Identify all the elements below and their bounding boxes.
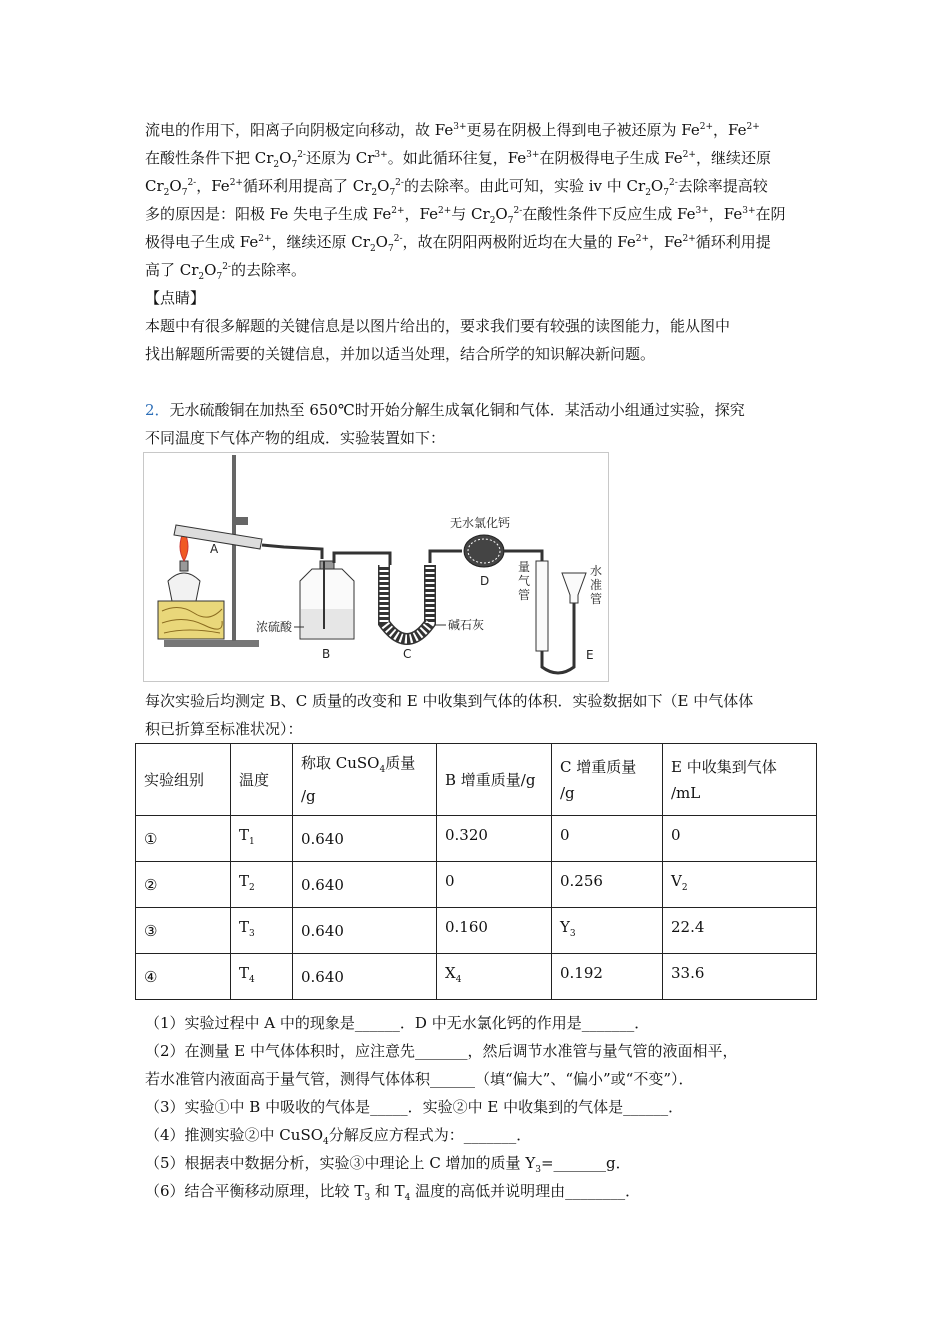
alcohol-lamp — [168, 573, 200, 601]
apparatus-diagram — [144, 453, 608, 681]
label-gas-tube-1: 量气管 — [518, 560, 531, 602]
question-2a: （2）在测量 E 中气体体积时，应注意先_______，然后调节水准管与量气管的液面相平， — [145, 1042, 738, 1060]
tube-a-b — [262, 545, 322, 559]
cell-temp: $T_3$ — [231, 908, 293, 954]
cell-c: $Y_3$ — [552, 908, 663, 954]
q2-line-2: 不同温度下气体产物的组成．实验装置如下： — [145, 429, 446, 447]
cell-e: 22.4 — [663, 908, 817, 954]
tube-b-c — [334, 553, 390, 565]
gas-burette — [536, 561, 548, 651]
cell-c: 0.256 — [552, 862, 663, 908]
stand-base — [164, 640, 259, 647]
q2-number: 2． — [145, 401, 170, 419]
apparatus-figure — [143, 452, 609, 682]
after-fig-line-2: 积已折算至标准状况）： — [145, 720, 303, 738]
label-e: E — [586, 648, 594, 662]
table-row — [136, 862, 817, 908]
cell-temp: $T_2$ — [231, 862, 293, 908]
cell-mass: 0.640 — [293, 908, 437, 954]
cell-b: 0.160 — [437, 908, 552, 954]
cell-group: ① — [136, 816, 231, 862]
table-row — [136, 908, 817, 954]
question-5: （5）根据表中数据分析，实验③中理论上 C 增加的质量 $Y_3=\_\_\_\_\_\_\_g$． — [145, 1154, 631, 1175]
cell-temp: $T_4$ — [231, 954, 293, 1000]
th-group: 实验组别 — [136, 744, 231, 816]
table-row — [136, 816, 817, 862]
tube-c-d — [430, 551, 462, 563]
cell-c: 0 — [552, 816, 663, 862]
bottle-b-liquid — [301, 609, 353, 638]
label-cacl2: 无水氯化钙 — [450, 516, 511, 530]
cell-b: 0 — [437, 862, 552, 908]
intro-line-1: 流电的作用下，阳离子向阴极定向移动，故 $Fe^{3+}$更易在阴极上得到电子被还原为 $Fe^{2+}$，$Fe^{2+}$ — [145, 121, 760, 139]
th-c: C 增重质量 /g — [552, 744, 663, 816]
label-a: A — [210, 542, 219, 556]
cell-c: 0.192 — [552, 954, 663, 1000]
intro-line-2: 在酸性条件下把 $Cr_2O_7^{2-}$还原为 $Cr^{3+}$。如此循环往复，$Fe^{3+}$在阴极得电子生成 $Fe^{2+}$，继续还原 — [145, 149, 771, 170]
q2-line-1: 2．无水硫酸铜在加热至 650℃时开始分解生成氧化铜和气体．某活动小组通过实验，探究 — [145, 401, 745, 419]
cell-e: 0 — [663, 816, 817, 862]
cell-e: 33.6 — [663, 954, 817, 1000]
cell-b: $X_4$ — [437, 954, 552, 1000]
leveling-funnel — [562, 573, 586, 603]
comment-line-1: 本题中有很多解题的关键信息是以图片给出的，要求我们要有较强的读图能力，能从图中 — [145, 317, 731, 335]
question-3: （3）实验①中 B 中吸收的气体是_____．实验②中 E 中收集到的气体是______． — [145, 1098, 684, 1116]
label-d: D — [480, 574, 490, 588]
label-h2so4: 浓硫酸 — [256, 620, 293, 634]
data-table — [135, 743, 817, 1000]
label-c: C — [403, 647, 412, 661]
intro-line-5: 极得电子生成 $Fe^{2+}$，继续还原 $Cr_2O_7^{2-}$，故在阴阳两极附近均在大量的 $Fe^{2+}$，$Fe^{2+}$循环利用提 — [145, 233, 771, 254]
comment-heading: 【点睛】 — [145, 289, 206, 307]
question-4: （4）推测实验②中 CuSO$_4$分解反应方程式为：_______． — [145, 1126, 532, 1147]
question-6: （6）结合平衡移动原理，比较 $T_3$ 和 $T_4$ 温度的高低并说明理由________． — [145, 1182, 641, 1203]
th-mass: 称取 CuSO$_4$质量 /g — [293, 744, 437, 816]
label-b: B — [322, 647, 331, 661]
cell-temp: $T_1$ — [231, 816, 293, 862]
drying-tube-d — [464, 535, 504, 567]
cell-mass: 0.640 — [293, 954, 437, 1000]
cell-group: ④ — [136, 954, 231, 1000]
stand-rod — [232, 455, 236, 641]
intro-line-3: $Cr_2O_7^{2-}$，$Fe^{2+}$循环利用提高了 $Cr_2O_7^{2-}$的去除率。由此可知，实验 iv 中 $Cr_2O_7^{2-}$去除率提高较 — [145, 177, 768, 198]
after-fig-line-1: 每次实验后均测定 B、C 质量的改变和 E 中收集到气体的体积．实验数据如下（E 中气体体 — [145, 692, 754, 710]
table-row — [136, 954, 817, 1000]
th-e: E 中收集到气体 /mL — [663, 744, 817, 816]
intro-line-6: 高了 $Cr_2O_7^{2-}$的去除率。 — [145, 261, 306, 282]
cell-mass: 0.640 — [293, 862, 437, 908]
clamp — [236, 517, 248, 525]
lamp-wick — [180, 561, 188, 571]
cell-e: $V_2$ — [663, 862, 817, 908]
intro-line-4: 多的原因是：阳极 Fe 失电子生成 $Fe^{2+}$，$Fe^{2+}$与 $Cr_2O_7^{2-}$在酸性条件下反应生成 $Fe^{3+}$，$Fe^{3+}$在阴 — [145, 205, 786, 226]
th-b: B 增重质量/g — [437, 744, 552, 816]
bottle-b-stopper — [320, 561, 334, 569]
question-2b: 若水准管内液面高于量气管，测得气体体积______（填“偏大”、“偏小”或“不变”）． — [145, 1070, 694, 1088]
label-soda: 碱石灰 — [448, 618, 485, 632]
comment-line-2: 找出解题所需要的关键信息，并加以适当处理，结合所学的知识解决新问题。 — [145, 345, 656, 363]
question-1: （1）实验过程中 A 中的现象是______．D 中无水氯化钙的作用是_______． — [145, 1014, 650, 1032]
cell-group: ② — [136, 862, 231, 908]
label-water-tube: 水准管 — [590, 564, 603, 606]
cell-b: 0.320 — [437, 816, 552, 862]
th-temp: 温度 — [231, 744, 293, 816]
cell-group: ③ — [136, 908, 231, 954]
table-header-row — [136, 744, 817, 816]
cell-mass: 0.640 — [293, 816, 437, 862]
